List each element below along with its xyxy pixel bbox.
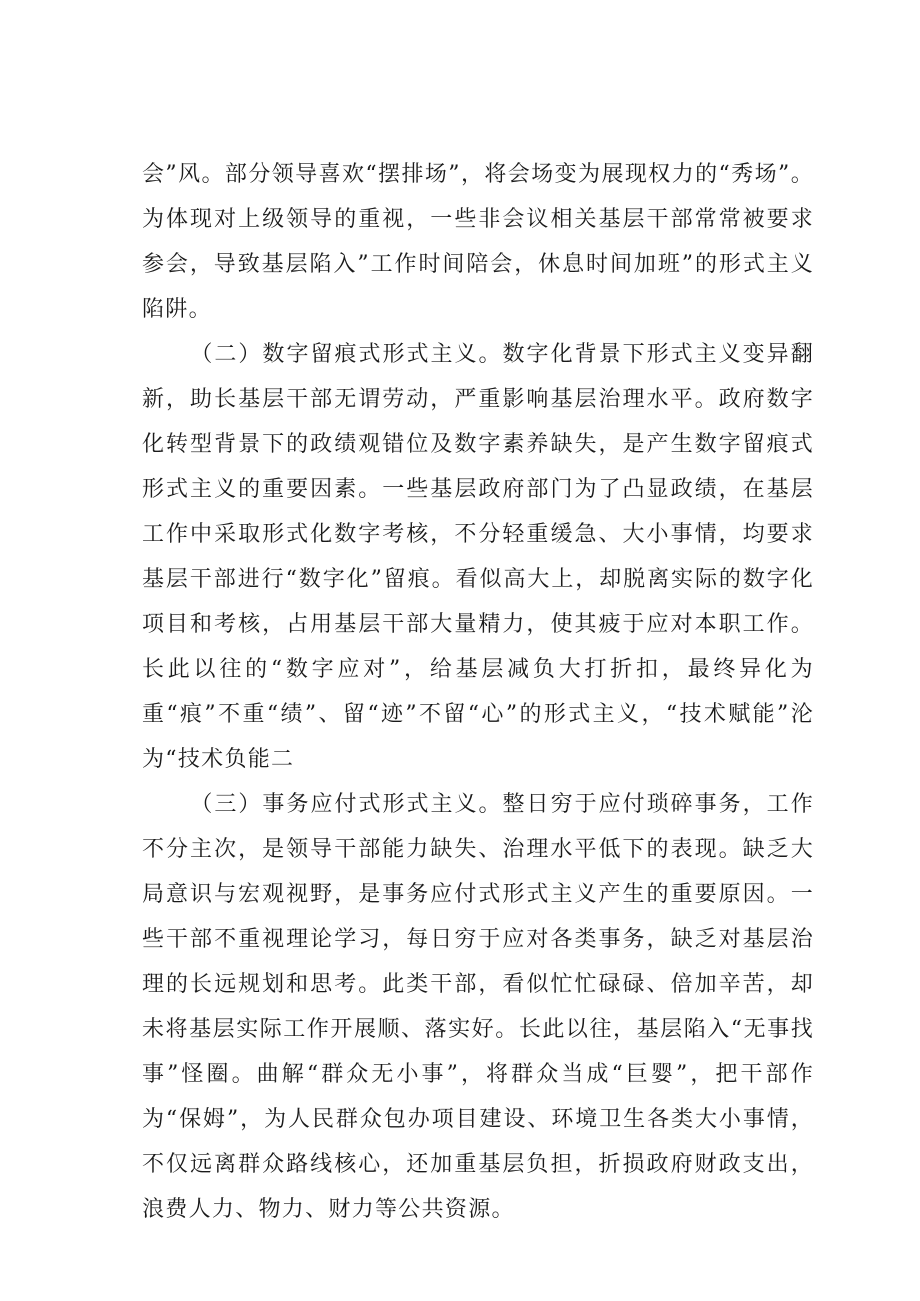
paragraph-digital-trace-formalism: （二）数字留痕式形式主义。数字化背景下形式主义变异翻新，助长基层干部无谓劳动，严重影响基层治理水平。政府数字化转型背景下的政绩观错位及数字素养缺失，是产生数字留痕式形式主义的重要因素。一些基层政府部门为了凸显政绩，在基层工作中采取形式化数字考核，不分轻重缓急、大小事情，均要求基层干部进行“数字化”留痕。看似高大上，却脱离实际的数字化项目和考核，占用基层干部大量精力，使其疲于应对本职工作。长此以往的“数字应对”，给基层减负大打折扣，最终异化为重“痕”不重“绩”、留“迹”不留“心”的形式主义，“技术赋能”沦为“技术负能二 [142,342,814,772]
document-body [142,152,814,1232]
paragraph-routine-affairs-formalism: （三）事务应付式形式主义。整日穷于应付琐碎事务，工作不分主次，是领导干部能力缺失、治理水平低下的表现。缺乏大局意识与宏观视野，是事务应付式形式主义产生的重要原因。一些干部不重视理论学习，每日穷于应对各类事务，缺乏对基层治理的长远规划和思考。此类干部，看似忙忙碌碌、倍加辛苦，却未将基层实际工作开展顺、落实好。长此以往，基层陷入“无事找事”怪圈。曲解“群众无小事”，将群众当成“巨婴”，把干部作为“保姆”，为人民群众包办项目建设、环境卫生各类大小事情，不仅远离群众路线核心，还加重基层负担，折损政府财政支出，浪费人力、物力、财力等公共资源。 [142,792,814,1222]
paragraph-meeting-style: 会”风。部分领导喜欢“摆排场”，将会场变为展现权力的“秀场”。为体现对上级领导的重视，一些非会议相关基层干部常常被要求参会，导致基层陷入”工作时间陪会，休息时间加班”的形式主义陷阱。 [142,162,814,322]
